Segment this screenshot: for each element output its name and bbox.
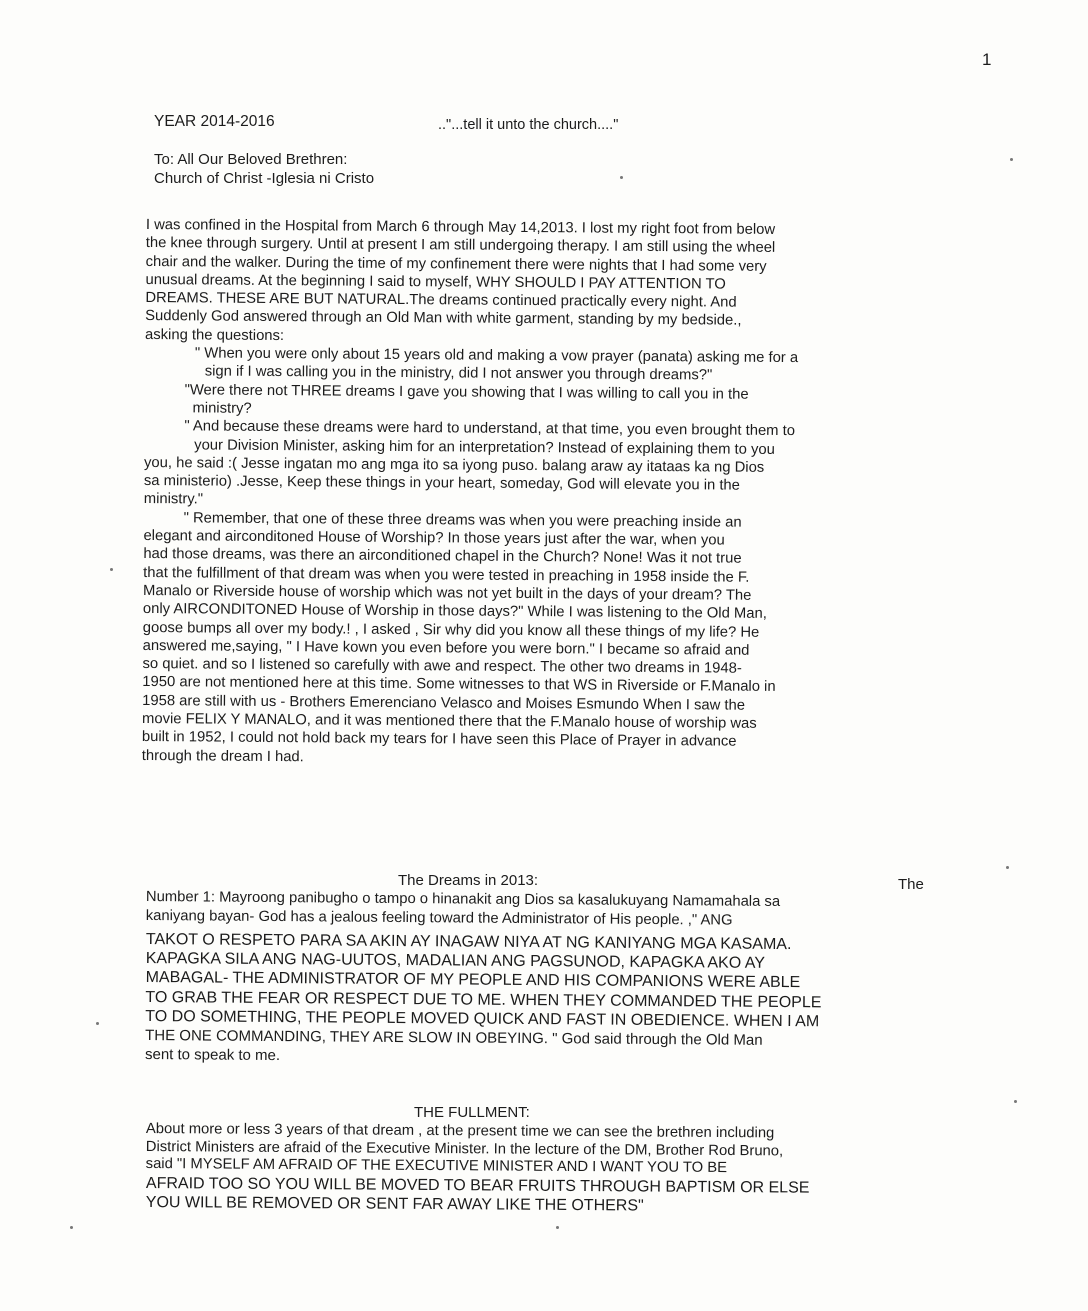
text-line: AFRAID TOO SO YOU WILL BE MOVED TO BEAR FRUITS THROUGH BAPTISM OR ELSE — [145, 1175, 810, 1197]
text-line: YOU WILL BE REMOVED OR SENT FAR AWAY LIKE THE OTHERS" — [145, 1194, 644, 1215]
text-line: TAKOT O RESPETO PARA SA AKIN AY INAGAW NIYA AT NG KANIYANG MGA KASAMA. — [145, 930, 792, 954]
scan-speck — [110, 568, 113, 571]
text-line: that the fulfillment of that dream was when you were tested in preaching in 1958 inside the F. — [143, 564, 750, 586]
text-line: 1958 are still with us - Brothers Emerenciano Velasco and Moises Esmundo When I saw the — [142, 692, 746, 714]
text-line: 1950 are not mentioned here at this time. Some witnesses to that WS in Riverside or F.Manalo in — [142, 674, 776, 696]
text-line: Suddenly God answered through an Old Man with white garment, standing by my bedside., — [145, 308, 742, 330]
fulfillment-quote — [146, 1174, 966, 1218]
dream-number-1 — [146, 888, 962, 931]
text-line: through the dream I had. — [141, 747, 304, 765]
text-line: built in 1952, I could not hold back my tears for I have seen this Place of Prayer in advance — [141, 729, 737, 750]
quote-block — [145, 344, 961, 387]
text-line: movie FELIX Y MANALO, and it was mentioned there that the F.Manalo house of worship was — [141, 711, 757, 732]
text-line: goose bumps all over my body.! , I asked , Sir why did you know all these things of my life? He — [142, 619, 760, 641]
text-line: " And because these dreams were hard to understand, at that time, you even brought them to — [184, 418, 796, 440]
text-line: DREAMS. THESE ARE BUT NATURAL.The dreams continued practically every night. And — [145, 290, 737, 311]
text-line: said "I MYSELF AM AFRAID OF THE EXECUTIVE MINISTER AND I WANT YOU TO BE — [145, 1155, 728, 1177]
scan-speck — [1014, 1100, 1017, 1103]
dream-message — [145, 930, 966, 1071]
text-line: MABAGAL- THE ADMINISTRATOR OF MY PEOPLE AND HIS COMPANIONS WERE ABLE — [145, 969, 801, 992]
section-title-fulfillment: THE FULLMENT: — [414, 1104, 530, 1121]
addressee-line: To: All Our Beloved Brethren: — [154, 151, 348, 168]
text-line: you, he said :( Jesse ingatan mo ang mga ito sa iyong puso. balang araw ay itataas ka ng Dios — [143, 454, 765, 476]
text-line: chair and the walker. During the time of my confinement there were nights that I had some very — [145, 253, 767, 275]
text-line: so quiet. and so I listened so carefully with awe and respect. The other two dreams in 1948- — [142, 656, 742, 677]
letter-body — [142, 216, 962, 771]
quote-block — [144, 417, 960, 460]
text-line: elegant and airconditoned House of Worship? In those years just after the war, when you — [143, 528, 725, 549]
quote-block — [144, 381, 960, 424]
text-line: sign if I was calling you in the ministry, did I not answer you through dreams?" — [204, 363, 713, 384]
text-line: answered me,saying, " I Have kown you even before you were born." I became so afraid and — [142, 637, 750, 659]
text-line: " When you were only about 15 years old and making a vow prayer (panata) asking me for a — [194, 345, 799, 367]
text-line: TO DO SOMETHING, THE PEOPLE MOVED QUICK AND FAST IN OBEDIENCE. WHEN I AM — [145, 1007, 820, 1031]
addressee-block — [154, 150, 374, 188]
page-number: 1 — [982, 50, 992, 69]
section-title-dreams: The Dreams in 2013: — [398, 872, 539, 889]
text-line: the knee through surgery. Until at present I am still undergoing therapy. I am still using the wheel — [145, 235, 776, 257]
text-line: About more or less 3 years of that dream , at the present time we can see the brethren including — [145, 1121, 775, 1142]
scan-speck — [1010, 158, 1013, 161]
scan-speck — [96, 1022, 99, 1025]
text-line: District Ministers are afraid of the Executive Minister. In the lecture of the DM, Brother Rod Bruno, — [145, 1138, 784, 1159]
section-title-trailing: The — [898, 876, 924, 893]
text-line: ministry? — [192, 400, 252, 417]
text-line: asking the questions: — [145, 326, 285, 344]
text-line: ministry." — [143, 491, 204, 508]
text-line: had those dreams, was there an airconditioned chapel in the Church? None! Was it not true — [143, 546, 742, 568]
addressee-line: Church of Christ -Iglesia ni Cristo — [154, 170, 375, 187]
scan-speck — [1006, 866, 1009, 869]
text-line: Number 1: Mayroong panibugho o tampo o hinanakit ang Dios sa kasalukuyang Namamahala sa — [145, 888, 781, 910]
scan-speck — [556, 1226, 559, 1229]
fulfillment-paragraph — [146, 1121, 966, 1179]
scan-speck — [620, 176, 623, 179]
intro-paragraph — [145, 216, 962, 350]
text-line: sa ministerio) .Jesse, Keep these things in your heart, someday, God will elevate you in the — [143, 473, 740, 494]
text-line: THE ONE COMMANDING, THEY ARE SLOW IN OBEYING. " God said through the Old Man — [145, 1027, 763, 1049]
text-line: " Remember, that one of these three dreams was when you were preaching inside an — [183, 510, 742, 531]
text-line: I was confined in the Hospital from March 6 through May 14,2013. I lost my right foot from below — [145, 216, 776, 238]
text-line: Manalo or Riverside house of worship which was not yet built in the days of your dream? The — [142, 582, 752, 604]
text-line: TO GRAB THE FEAR OR RESPECT DUE TO ME. WHEN THEY COMMANDED THE PEOPLE — [145, 988, 822, 1011]
quote-block — [144, 454, 960, 515]
text-line: only AIRCONDITONED House of Worship in those days?" While I was listening to the Old Man, — [142, 601, 767, 623]
text-line: unusual dreams. At the beginning I said to myself, WHY SHOULD I PAY ATTENTION TO — [145, 271, 726, 293]
text-line: sent to speak to me. — [144, 1046, 281, 1065]
epigraph: .."...tell it unto the church...." — [438, 117, 619, 133]
quote-block — [142, 509, 960, 772]
text-line: your Division Minister, asking him for an interpretation? Instead of explaining them to you — [194, 436, 775, 458]
text-line: "Were there not THREE dreams I gave you showing that I was willing to call you in the — [184, 381, 749, 403]
year-heading: YEAR 2014-2016 — [154, 113, 275, 130]
text-line: KAPAGKA SILA ANG NAG-UUTOS, MADALIAN ANG PAGSUNOD, KAPAGKA AKO AY — [145, 950, 765, 973]
scan-speck — [70, 1226, 73, 1229]
text-line: kaniyang bayan- God has a jealous feeling toward the Administrator of His people. ," ANG — [145, 907, 733, 929]
